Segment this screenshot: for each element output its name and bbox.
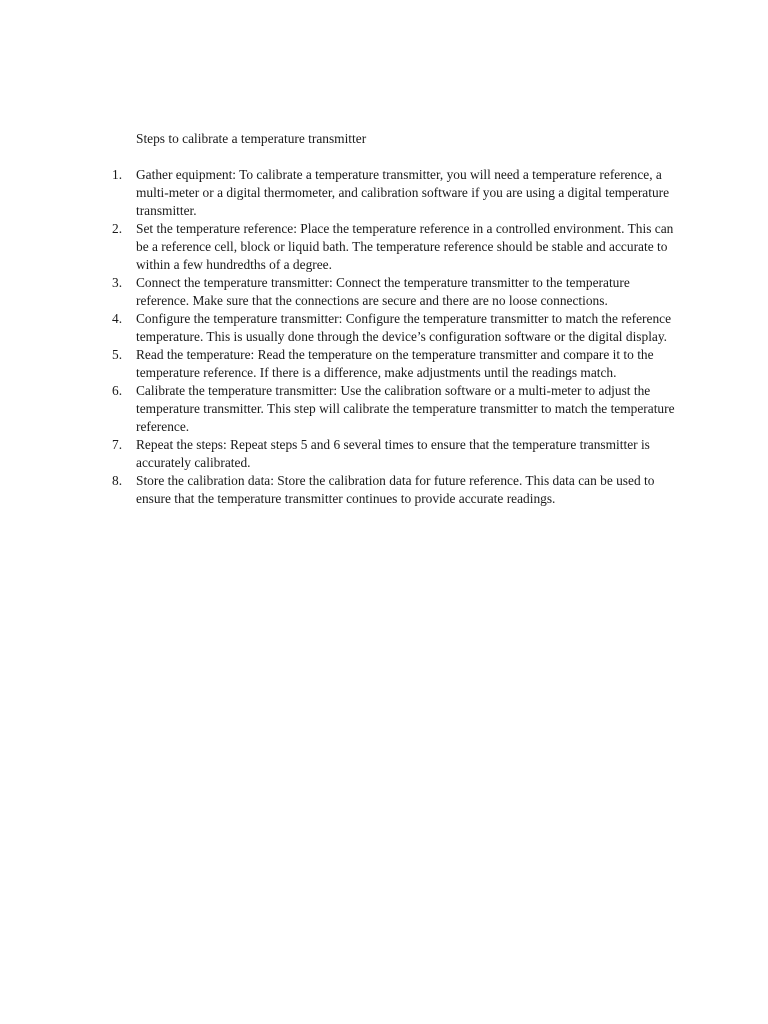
list-item <box>112 220 682 274</box>
list-item <box>112 166 682 220</box>
list-item <box>112 472 682 508</box>
step-number: 8. <box>112 473 123 488</box>
step-text: Read the temperature: Read the temperature on the temperature transmitter and compare it to the temperature reference. If there is a difference, make adjustments until the readings match. <box>136 347 654 380</box>
list-item <box>112 346 682 382</box>
step-number: 7. <box>112 437 123 452</box>
document-title: Steps to calibrate a temperature transmitter <box>136 131 367 146</box>
step-text: Connect the temperature transmitter: Connect the temperature transmitter to the temperature reference. Make sure that the connections are secure and there are no loose connections. <box>136 275 630 308</box>
step-text: Gather equipment: To calibrate a temperature transmitter, you will need a temperature reference, a multi-meter or a digital thermometer, and calibration software if you are using a digital temperature transmitter. <box>136 167 670 218</box>
steps-list <box>112 166 682 508</box>
step-text: Calibrate the temperature transmitter: Use the calibration software or a multi-meter to adjust the temperature transmitter. This step will calibrate the temperature transmitter to match the temperature reference. <box>136 383 675 434</box>
step-number: 6. <box>112 383 123 398</box>
list-item <box>112 382 682 436</box>
step-text: Configure the temperature transmitter: Configure the temperature transmitter to match the reference temperature. This is usually done through the device’s configuration software or the digital display. <box>136 311 672 344</box>
step-number: 2. <box>112 221 123 236</box>
list-item <box>112 274 682 310</box>
step-text: Store the calibration data: Store the calibration data for future reference. This data can be used to ensure that the temperature transmitter continues to provide accurate readings. <box>136 473 655 506</box>
step-number: 3. <box>112 275 123 290</box>
list-item <box>112 310 682 346</box>
list-item <box>112 436 682 472</box>
step-number: 5. <box>112 347 123 362</box>
step-number: 1. <box>112 167 123 182</box>
step-text: Repeat the steps: Repeat steps 5 and 6 several times to ensure that the temperature transmitter is accurately calibrated. <box>136 437 650 470</box>
step-number: 4. <box>112 311 123 326</box>
step-text: Set the temperature reference: Place the temperature reference in a controlled environment. This can be a reference cell, block or liquid bath. The temperature reference should be stable and accurate to within a few hundredths of a degree. <box>136 221 674 272</box>
